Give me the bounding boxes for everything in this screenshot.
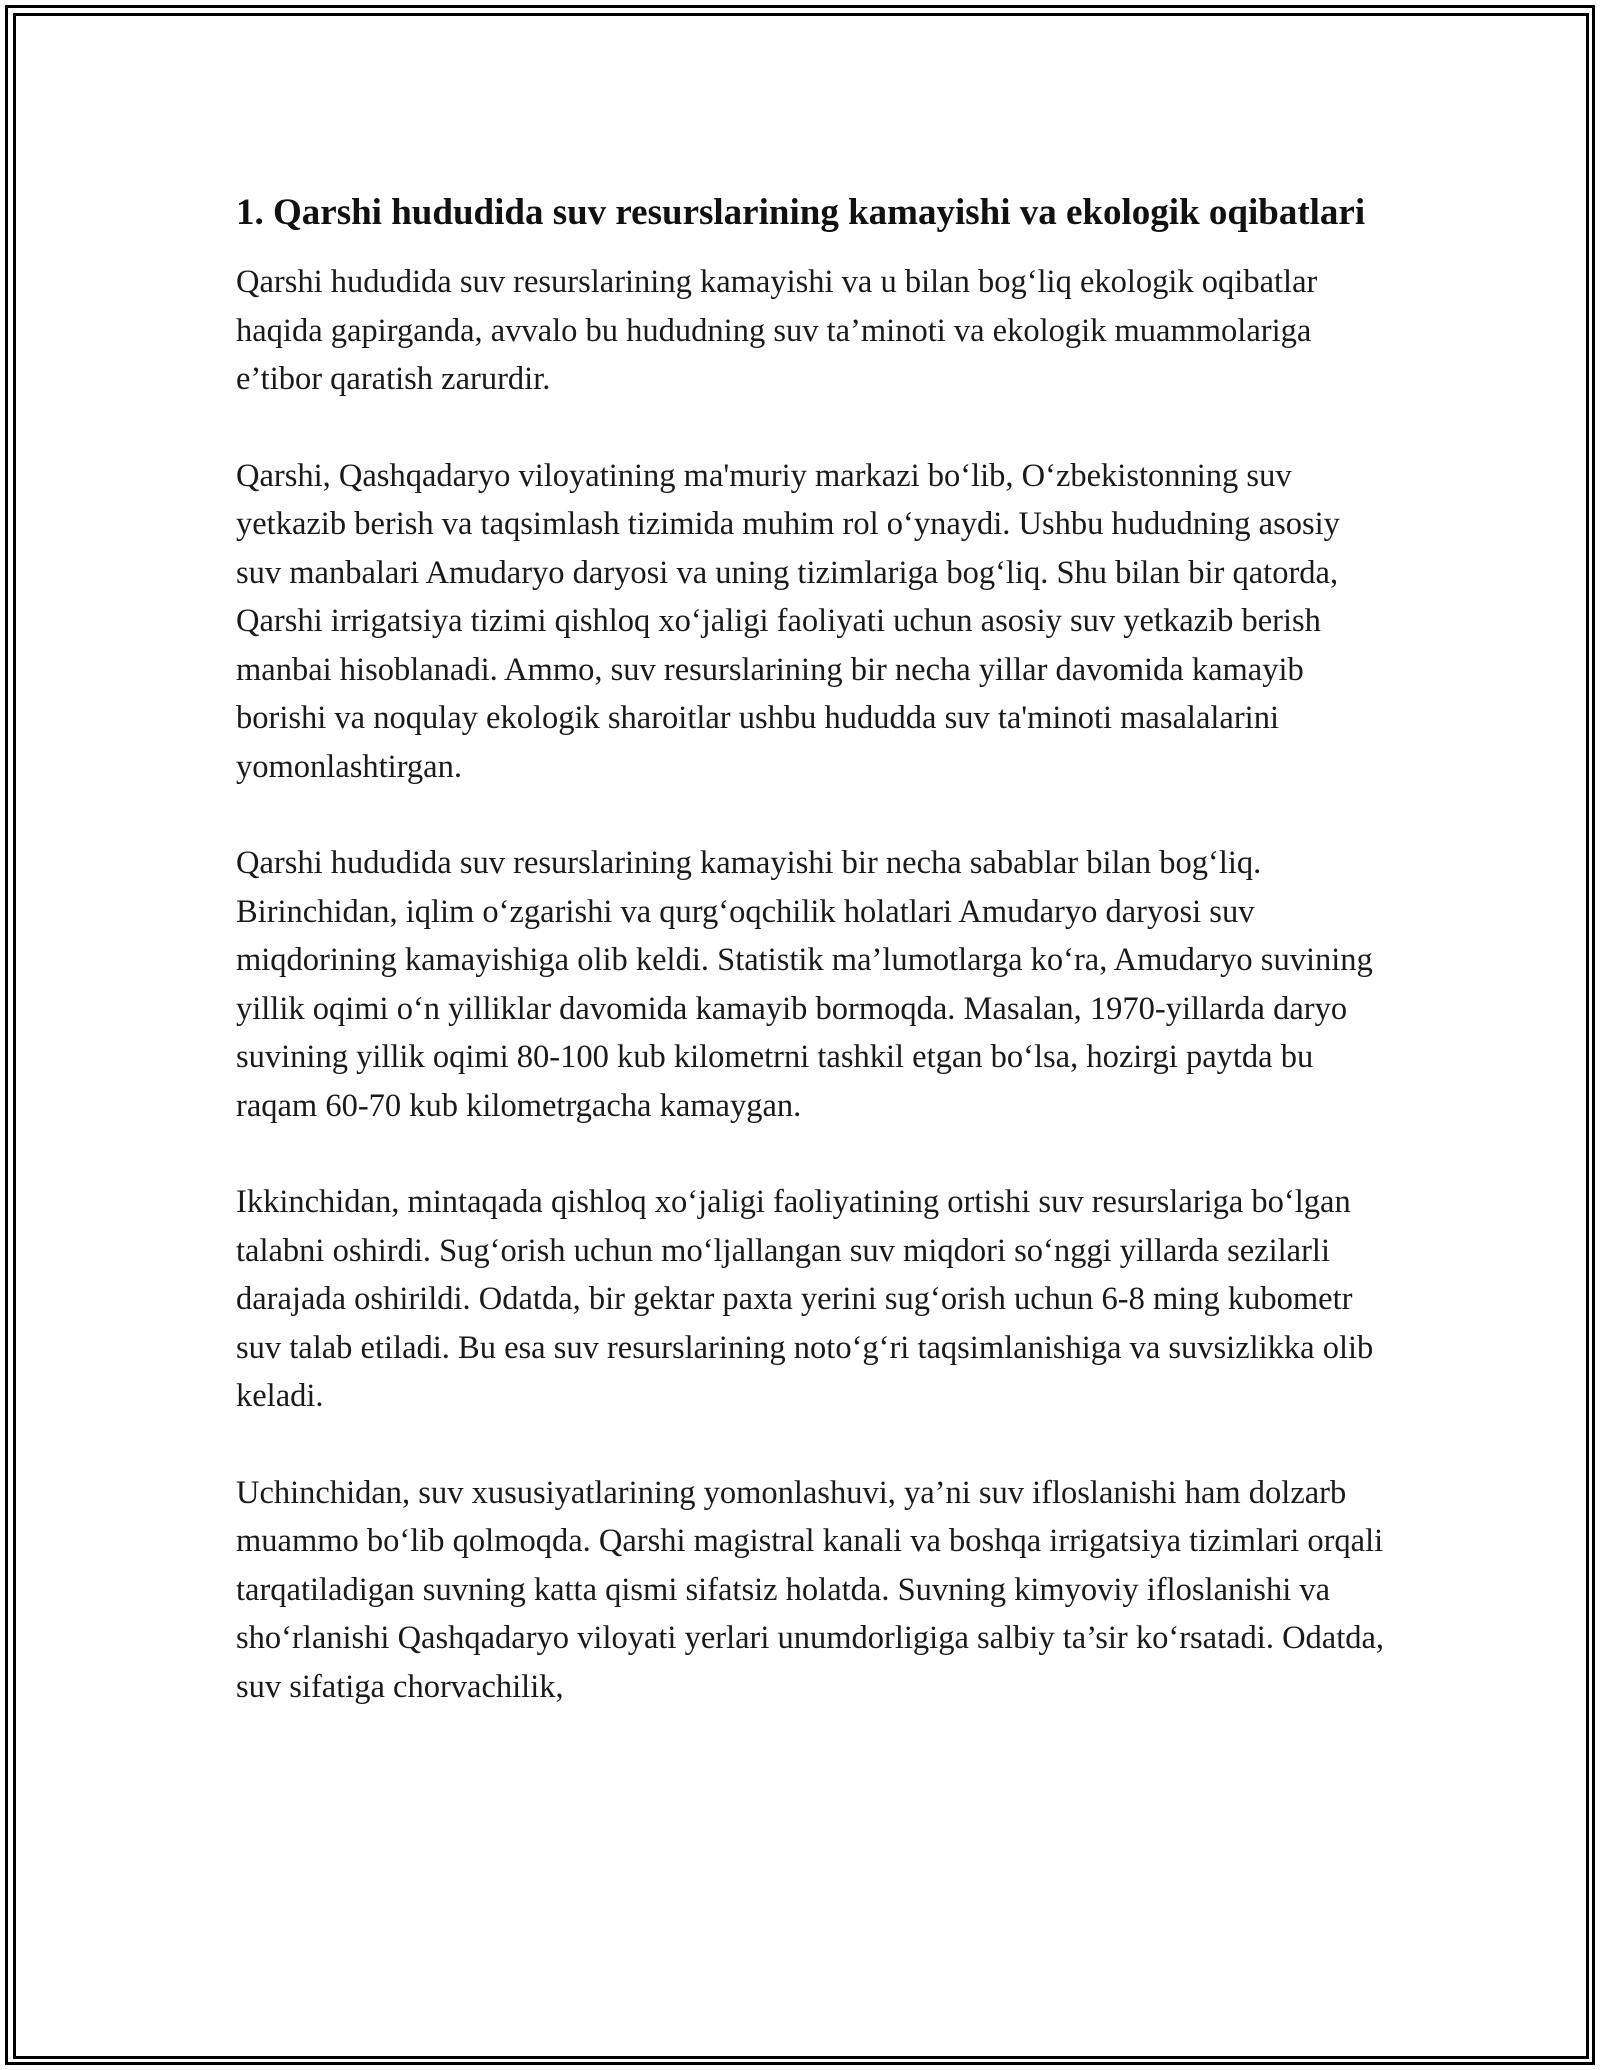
paragraph-intro: Qarshi hududida suv resurslarining kamayishi va u bilan bog‘liq ekologik oqibatlar haqida gapirganda, avvalo bu hududning suv ta’minoti va ekologik muammolariga e’tibor qaratish zarurdir. bbox=[236, 264, 1318, 397]
paragraph-third-cause: Uchinchidan, suv xususiyatlarining yomonlashuvi, ya’ni suv ifloslanishi ham dolzarb muammo bo‘lib qolmoqda. Qarshi magistral kanali va boshqa irrigatsiya tizimlari orqali tarqatiladigan suvning katta qismi sifatsiz holatda. Suvning kimyoviy ifloslanishi va sho‘rlanishi Qashqadaryo viloyati yerlari unumdorligiga salbiy ta’sir ko‘rsatadi. Odatda, suv sifatiga chorvachilik, bbox=[236, 1474, 1385, 1705]
paragraph-second-cause: Ikkinchidan, mintaqada qishloq xo‘jaligi faoliyatining ortishi suv resurslariga bo‘lgan talabni oshirdi. Sug‘orish uchun mo‘ljallangan suv miqdori so‘nggi yillarda sezilarli darajada oshirildi. Odatda, bir gektar paxta yerini sug‘orish uchun 6-8 ming kubometr suv talab etiladi. Bu esa suv resurslarining noto‘g‘ri taqsimlanishiga va suvsizlikka olib keladi. bbox=[236, 1184, 1374, 1414]
section-title: 1. Qarshi hududida suv resurslarining kamayishi va ekologik oqibatlari bbox=[236, 192, 1366, 233]
paragraph-qarshi-overview: Qarshi, Qashqadaryo viloyatining ma'muriy markazi bo‘lib, O‘zbekistonning suv yetkazib berish va taqsimlash tizimida muhim rol o‘ynaydi. Ushbu hududning asosiy suv manbalari Amudaryo daryosi va uning tizimlariga bog‘liq. Shu bilan bir qatorda, Qarshi irrigatsiya tizimi qishloq xo‘jaligi faoliyati uchun asosiy suv yetkazib berish manbai hisoblanadi. Ammo, suv resurslarining bir necha yillar davomida kamayib borishi va noqulay ekologik sharoitlar ushbu hududda suv ta'minoti masalalarini yomonlashtirgan. bbox=[236, 457, 1340, 785]
paragraph-first-cause: Qarshi hududida suv resurslarining kamayishi bir necha sabablar bilan bog‘liq. Birinchidan, iqlim o‘zgarishi va qurg‘oqchilik holatlari Amudaryo daryosi suv miqdorining kamayishiga olib keldi. Statistik ma’lumotlarga ko‘ra, Amudaryo suvining yillik oqimi o‘n yilliklar davomida kamayib bormoqda. Masalan, 1970-yillarda daryo suvining yillik oqimi 80-100 kub kilometrni tashkil etgan bo‘lsa, hozirgi paytda bu raqam 60-70 kub kilometrgacha kamaygan. bbox=[236, 845, 1373, 1124]
document-body bbox=[236, 185, 1386, 1759]
